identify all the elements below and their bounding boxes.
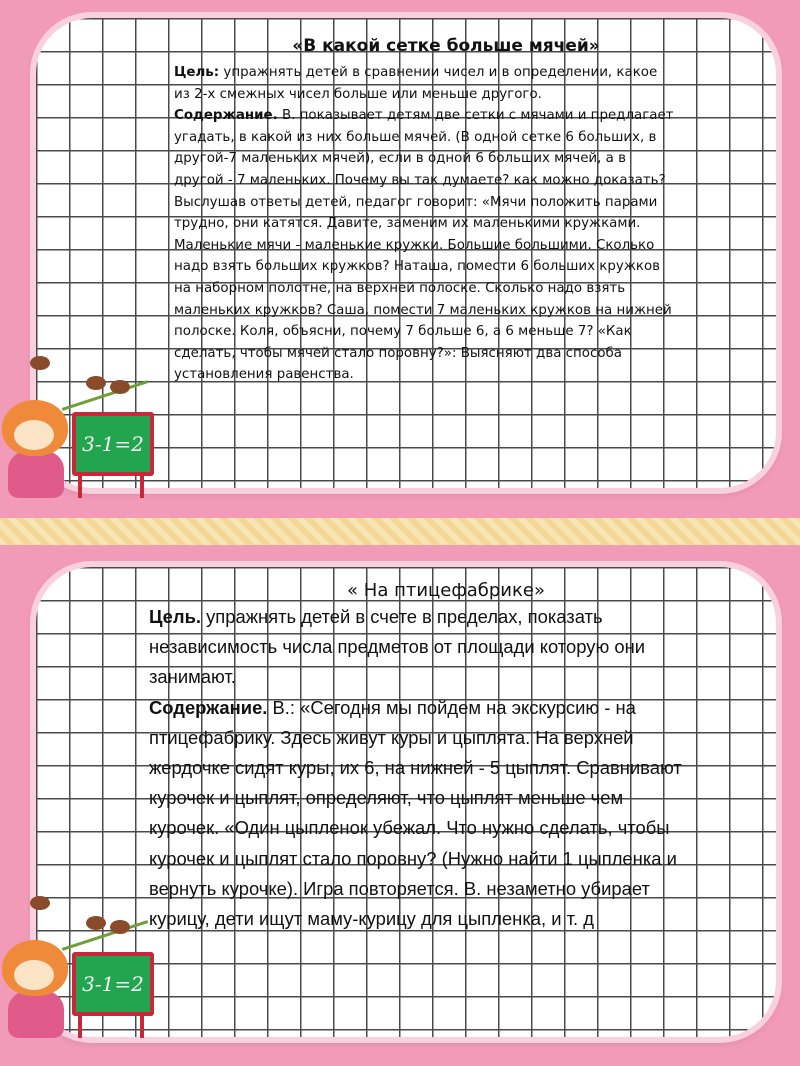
goal-text: упражнять детей в счете в пределах, показать независимость числа предметов от площади которую они занимают. <box>149 606 646 688</box>
chalkboard: 3-1=2 <box>72 412 154 476</box>
goal-text: упражнять детей в сравнении чисел и в определении, какое из 2-х смежных чисел больше или меньше другого. <box>174 65 658 102</box>
goal-paragraph <box>174 62 674 105</box>
bird-icon <box>30 896 50 910</box>
cat-body-icon <box>8 990 64 1038</box>
content-label: Содержание. <box>174 108 278 124</box>
goal-label: Цель. <box>149 606 201 627</box>
content-text: В. показывает детям две сетки с мячами и предлагает угадать, в какой из них больше мячей. (В одной сетке 6 больших, в другой-7 маленьких мячей), если в одной 6 больших мячей, а в другой - 7 маленьких. Почему вы так думаете? как можно доказать? Выслушав ответы детей, педагог говорит: «Мячи положить парами трудно, они катятся. Давите, заменим их маленькими кружками. Маленькие мячи - маленькие кружки. Большие большими. Сколько надо взять больших кружков? Наташа, помести 6 больших кружков на наборном полотне, на верхней полоске. Сколько надо взять маленьких кружков? Саша, помести 7 маленьких кружков на нижней полоске. Коля, объясни, почему 7 больше 6, а 6 меньше 7? «Как сделать, чтобы мячей стало поровну?»: Выясняют два способа установления равенства. <box>174 108 674 383</box>
slide-title: « На птицефабрике» <box>347 580 545 601</box>
cat-with-chalkboard-illustration <box>0 340 160 500</box>
cat-face-icon <box>14 960 54 990</box>
slide-body <box>174 62 674 386</box>
cat-with-chalkboard-illustration <box>0 880 160 1040</box>
bird-icon <box>30 356 50 370</box>
content-paragraph <box>149 693 689 935</box>
slide-ball-nets <box>0 0 800 518</box>
cat-face-icon <box>14 420 54 450</box>
bird-icon <box>86 376 106 390</box>
bird-icon <box>86 916 106 930</box>
slide-title: «В какой сетке больше мячей» <box>292 36 600 56</box>
bird-icon <box>110 920 130 934</box>
content-text: В.: «Сегодня мы пойдем на экскурсию - на птицефабрику. Здесь живут куры и цыплята. На верхней жердочке сидят куры, их 6, на нижней - 5 цыплят. Сравнивают курочек и цыплят, определяют, что цыплят меньше чем курочек. «Один цыпленок убежал. Что нужно сделать, чтобы курочек и цыплят стало поровну? (Нужно найти 1 цыпленка и вернуть курочке). Игра повторяется. В. незаметно убирает курицу, дети ищут маму-курицу для цыпленка, и т. д <box>149 696 682 930</box>
slide-body <box>149 602 689 934</box>
content-paragraph <box>174 105 674 386</box>
slide-divider <box>0 518 800 545</box>
goal-label: Цель: <box>174 65 220 80</box>
cat-body-icon <box>8 450 64 498</box>
content-label: Содержание. <box>149 696 268 718</box>
chalkboard: 3-1=2 <box>72 952 154 1016</box>
goal-paragraph <box>149 602 689 693</box>
bird-icon <box>110 380 130 394</box>
